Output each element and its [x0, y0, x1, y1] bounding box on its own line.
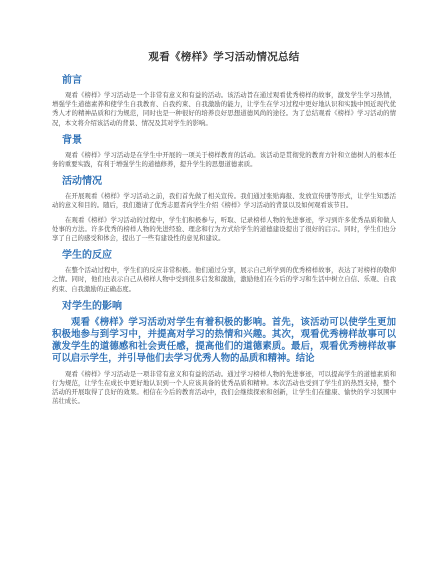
section-heading-impact: 对学生的影响: [62, 300, 122, 312]
background-paragraph: 观看《榜样》学习活动是在学生中开展的一项关于榜样教育的活动。该活动是贯彻党的教育方针和立德树人的根本任务的重要实践，有利于增强学生的道德修养，提升学生的思想道德素质。: [52, 150, 396, 169]
activity-paragraph-2: 在观看《榜样》学习活动的过程中，学生们积极参与，听取、记录榜样人物的先进事迹，学习到许多优秀品质和做人处事的方法。许多优秀的榜样人物的先进经验、理念和行为方式给学生的道德建设提出了很好的启示。同时，学生们也分享了自己的感受和体会，提出了一些有建设性的意见和建议。: [52, 215, 396, 243]
section-heading-reaction: 学生的反应: [62, 250, 112, 262]
document-title: 观看《榜样》学习活动情况总结: [148, 51, 300, 63]
preface-paragraph: 观看《榜样》学习活动是一个非常有意义和有益的活动。该活动旨在通过观看优秀榜样的故事，激发学生学习热情，增强学生道德素养和使学生自我教育、自我约束、自我激励的能力，让学生在学习过程中更好地认识和实践中国近现代优秀人才的精神品质和行为规范，同时也是一种很好的培养良好思想道德风尚的途径。为了总结观看《榜样》学习活动的情况，本文将介绍该活动的背景、情况及其对学生的影响。: [52, 91, 396, 127]
activity-paragraph-1: 在开展观看《榜样》学习活动之前，我们首先做了相关宣传。我们通过张贴海报、发放宣传册等形式，让学生知悉活动的意义和目的。随后，我们邀请了优秀志愿者向学生介绍《榜样》学习活动的背景以及如何观看该节目。: [52, 192, 396, 210]
impact-highlight-paragraph: 观看《榜样》学习活动对学生有着积极的影响。首先，该活动可以使学生更加积极地参与到学习中，并提高对学习的热情和兴趣。其次，观看优秀榜样故事可以激发学生的道德感和社会责任感，提高他们的道德素质。最后，观看优秀榜样故事可以启示学生，并引导他们去学习优秀人物的品质和精神。结论: [52, 316, 396, 365]
section-heading-background: 背景: [62, 134, 82, 146]
conclusion-paragraph: 观看《榜样》学习活动是一项非常有意义和有益的活动。通过学习榜样人物的先进事迹，可以提高学生的道德素质和行为规范，让学生在成长中更好地认识到一个人应该具备的优秀品质和精神。本次活动也受到了学生们的热烈支持，整个活动的开展取得了良好的效果。相信在今后的教育活动中，我们会继续探索和创新，让学生们在健康、愉快的学习氛围中茁壮成长。: [52, 369, 396, 406]
section-heading-activity: 活动情况: [62, 176, 102, 188]
section-heading-preface: 前言: [62, 75, 82, 86]
reaction-paragraph: 在整个活动过程中，学生们的反应非常积极。他们通过分享，展示自己所学到的优秀榜样故事，表达了对榜样的敬仰之情。同时，他们也表示自己从榜样人物中受到很多启发和激励，激励他们在今后的学习和生活中树立自信、乐观、自我约束、自我激励的正确态度。: [52, 266, 396, 293]
